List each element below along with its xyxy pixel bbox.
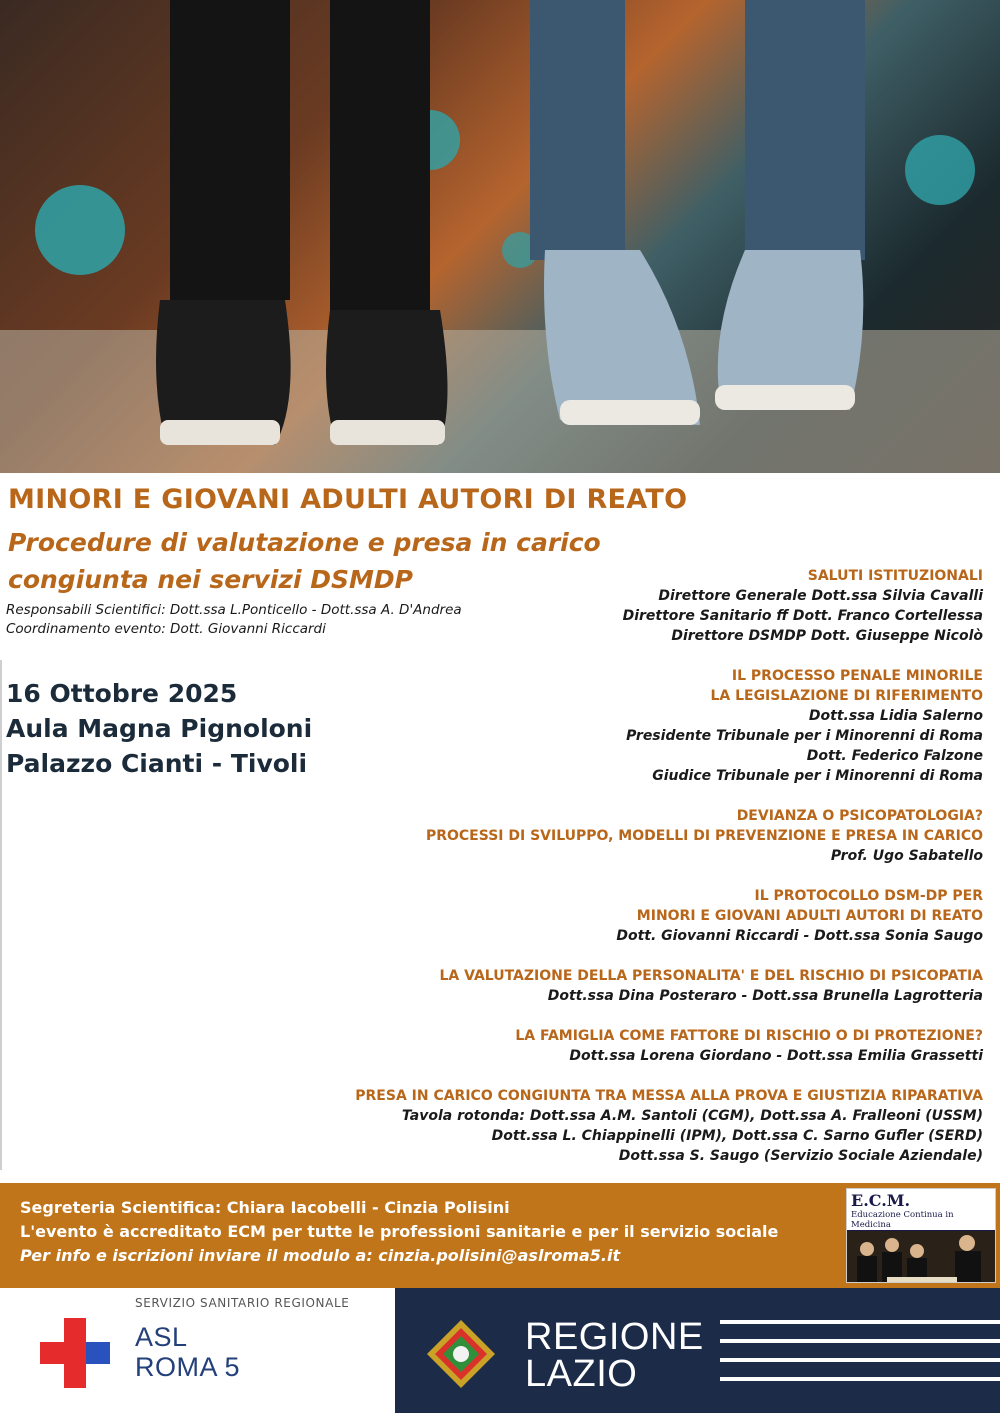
section-heading: MINORI E GIOVANI ADULTI AUTORI DI REATO	[636, 908, 983, 924]
section-heading: SALUTI ISTITUZIONALI	[807, 568, 983, 584]
stripe	[720, 1358, 1000, 1362]
event-title: MINORI E GIOVANI ADULTI AUTORI DI REATO	[8, 484, 688, 515]
speaker-line: Dott.ssa S. Saugo (Servizio Sociale Aziendale)	[618, 1148, 983, 1164]
divider	[0, 660, 2, 1170]
event-venue: Aula Magna Pignoloni	[6, 714, 313, 743]
section-heading: LA LEGISLAZIONE DI RIFERIMENTO	[710, 688, 983, 704]
anatomy-lesson-painting-icon	[847, 1231, 995, 1283]
section-heading: IL PROTOCOLLO DSM-DP PER	[754, 888, 983, 904]
speaker-line: Presidente Tribunale per i Minorenni di Roma	[626, 728, 983, 744]
ecm-accreditation: L'evento è accreditato ECM per tutte le professioni sanitarie e per il servizio sociale	[20, 1222, 779, 1241]
event-info	[6, 676, 312, 781]
program-list	[283, 566, 983, 1186]
ecm-logo	[846, 1188, 996, 1283]
event-coordinator: Coordinamento evento: Dott. Giovanni Riccardi	[6, 621, 326, 637]
asl-name: ASL	[135, 1322, 188, 1352]
asl-cross-icon	[40, 1318, 110, 1388]
program-section	[283, 666, 983, 786]
program-section	[283, 566, 983, 646]
section-heading: DEVIANZA O PSICOPATOLOGIA?	[736, 808, 983, 824]
speaker-line: Dott.ssa Lidia Salerno	[808, 708, 983, 724]
section-heading: LA VALUTAZIONE DELLA PERSONALITA' E DEL RISCHIO DI PSICOPATIA	[439, 968, 983, 984]
section-heading: PRESA IN CARICO CONGIUNTA TRA MESSA ALLA PROVA E GIUSTIZIA RIPARATIVA	[355, 1088, 983, 1104]
speaker-line: Dott. Giovanni Riccardi - Dott.ssa Sonia Saugo	[616, 928, 983, 944]
section-heading: LA FAMIGLIA COME FATTORE DI RISCHIO O DI PROTEZIONE?	[515, 1028, 983, 1044]
regione-lazio-emblem-icon	[425, 1318, 497, 1390]
event-date: 16 Ottobre 2025	[6, 679, 238, 708]
section-heading: PROCESSI DI SVILUPPO, MODELLI DI PREVENZIONE E PRESA IN CARICO	[425, 828, 983, 844]
program-section	[283, 966, 983, 1006]
asl-district: ROMA 5	[135, 1352, 241, 1382]
hero-illustration	[0, 0, 1000, 473]
program-section	[283, 806, 983, 866]
program-section	[283, 886, 983, 946]
scientific-leads: Responsabili Scientifici: Dott.ssa L.Ponticello - Dott.ssa A. D'Andrea	[6, 602, 462, 618]
ecm-subtitle: Educazione Continua in Medicina	[847, 1210, 995, 1231]
speaker-line: Dott.ssa L. Chiappinelli (IPM), Dott.ssa C. Sarno Gufler (SERD)	[491, 1128, 983, 1144]
regione-stripes	[720, 1320, 1000, 1382]
speaker-line: Tavola rotonda: Dott.ssa A.M. Santoli (CGM), Dott.ssa A. Fralleoni (USSM)	[401, 1108, 983, 1124]
event-place: Palazzo Cianti - Tivoli	[6, 749, 308, 778]
section-heading: IL PROCESSO PENALE MINORILE	[731, 668, 983, 684]
speaker-line: Dott.ssa Lorena Giordano - Dott.ssa Emilia Grassetti	[569, 1048, 983, 1064]
speaker-line: Giudice Tribunale per i Minorenni di Roma	[652, 768, 983, 784]
subtitle-line: congiunta nei servizi DSMDP	[8, 565, 413, 594]
footer-info	[20, 1196, 778, 1268]
speaker-line: Dott.ssa Dina Posteraro - Dott.ssa Brunella Lagrotteria	[547, 988, 983, 1004]
regione-region: LAZIO	[525, 1353, 638, 1395]
stripe	[720, 1377, 1000, 1381]
program-section	[283, 1026, 983, 1066]
stripe	[720, 1320, 1000, 1324]
ecm-title: E.C.M.	[851, 1191, 911, 1210]
contact-info[interactable]: Per info e iscrizioni inviare il modulo a: cinzia.polisini@aslroma5.it	[20, 1246, 621, 1265]
scientific-secretariat: Segreteria Scientifica: Chiara Iacobelli - Cinzia Polisini	[20, 1198, 510, 1217]
ssr-label: SERVIZIO SANITARIO REGIONALE	[135, 1296, 350, 1310]
speaker-line: Direttore Sanitario ff Dott. Franco Cortellessa	[622, 608, 983, 624]
speaker-line: Direttore DSMDP Dott. Giuseppe Nicolò	[671, 628, 983, 644]
hero-photo	[0, 0, 1000, 473]
program-section	[283, 1086, 983, 1166]
speaker-line: Direttore Generale Dott.ssa Silvia Cavalli	[658, 588, 983, 604]
speaker-line: Prof. Ugo Sabatello	[830, 848, 983, 864]
subtitle-line: Procedure di valutazione e presa in carico	[8, 528, 601, 557]
speaker-line: Dott. Federico Falzone	[806, 748, 983, 764]
stripe	[720, 1339, 1000, 1343]
regione-name: REGIONE	[525, 1316, 704, 1358]
